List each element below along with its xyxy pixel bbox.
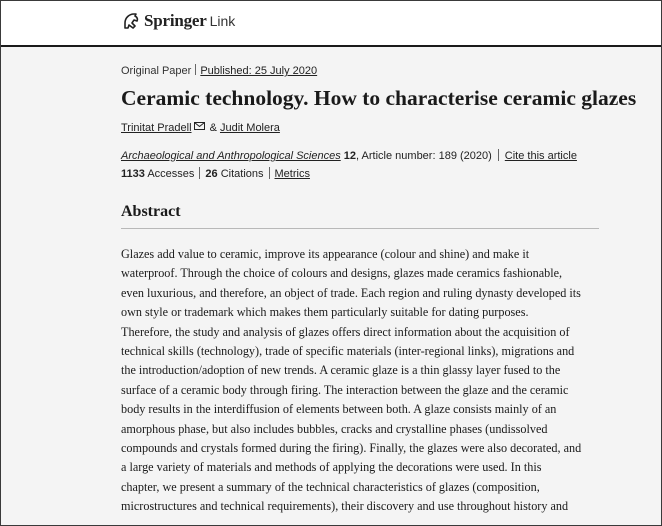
abstract-line: a large variety of materials and methods of applying the decorations were used. In this xyxy=(121,460,542,475)
abstract-line: Glazes add value to ceramic, improve its appearance (colour and shine) and make it xyxy=(121,247,530,261)
site-header xyxy=(1,1,661,47)
meta-divider xyxy=(195,64,196,75)
journal-volume: 12 xyxy=(343,150,357,162)
abstract-line: waterproof. Through the choice of colours and designs, glazes made ceramics fashionable, xyxy=(121,266,563,281)
journal-divider xyxy=(498,149,499,161)
article-number: , Article number: 189 (2020) xyxy=(356,150,492,162)
citations-label: Citations xyxy=(220,168,264,180)
abstract-line: even luxurious, and therefore, an object of trade. Each region and ruling dynasty developed its xyxy=(121,285,581,300)
abstract-line: surface of a ceramic body through firing. The interaction between the glaze and the ceramic xyxy=(121,382,569,397)
springer-horse-icon xyxy=(121,11,141,31)
author-link-molera[interactable]: Judit Molera xyxy=(219,122,280,134)
abstract-line: body results in the interdiffusion of elements between both. A glaze consists mainly of an xyxy=(121,402,557,417)
abstract-line: own style or trademark which makes them particularly suitable for dating purposes. xyxy=(121,305,529,320)
abstract-line: microstructures and technical requirements), their discovery and use throughout history and xyxy=(121,499,569,514)
abstract-line: chapter, we present a summary of the technical characteristics of glazes (composition, xyxy=(121,479,540,494)
article-content xyxy=(121,63,637,516)
abstract-line: compounds and crystals formed during the firing). Finally, the glazes were also decorated, and xyxy=(121,440,582,455)
citations-count: 26 xyxy=(205,168,218,180)
abstract-line: Therefore, the study and analysis of glazes offers direct information about the acquisition of xyxy=(121,324,570,339)
email-icon[interactable] xyxy=(194,122,205,130)
logo-brand-text: Springer xyxy=(144,11,207,30)
author-list xyxy=(121,120,599,136)
accesses-count: 1133 xyxy=(121,168,145,180)
logo-sub-text: Link xyxy=(209,13,236,29)
abstract-heading: Abstract xyxy=(121,202,599,229)
author-separator: & xyxy=(209,122,217,134)
abstract-body xyxy=(121,245,599,516)
stats-divider-1 xyxy=(199,167,200,179)
article-meta xyxy=(121,63,599,79)
abstract-line: the introduction/adoption of new trends. A ceramic glaze is a thin glassy layer fused to the xyxy=(121,363,561,378)
springer-link-logo[interactable] xyxy=(121,11,235,31)
accesses-label: Accesses xyxy=(147,168,195,180)
metrics-link[interactable]: Metrics xyxy=(274,168,310,180)
article-type: Original Paper xyxy=(121,65,192,77)
article-title: Ceramic technology. How to characterise ceramic glazes xyxy=(121,86,637,110)
journal-link[interactable]: Archaeological and Anthropological Sciences xyxy=(121,150,341,162)
cite-this-article-link[interactable]: Cite this article xyxy=(504,150,577,162)
published-date-link[interactable]: Published: 25 July 2020 xyxy=(200,65,318,77)
author-link-pradell[interactable]: Trinitat Pradell xyxy=(121,122,192,134)
abstract-line: technical skills (technology), trade of specific materials (inter-regional links), migrations and xyxy=(121,343,575,358)
journal-line xyxy=(121,148,599,164)
article-stats xyxy=(121,166,599,182)
abstract-line: amorphous phase, but also includes bubbles, cracks and crystalline phases (undissolved xyxy=(121,421,548,436)
stats-divider-2 xyxy=(269,167,270,179)
